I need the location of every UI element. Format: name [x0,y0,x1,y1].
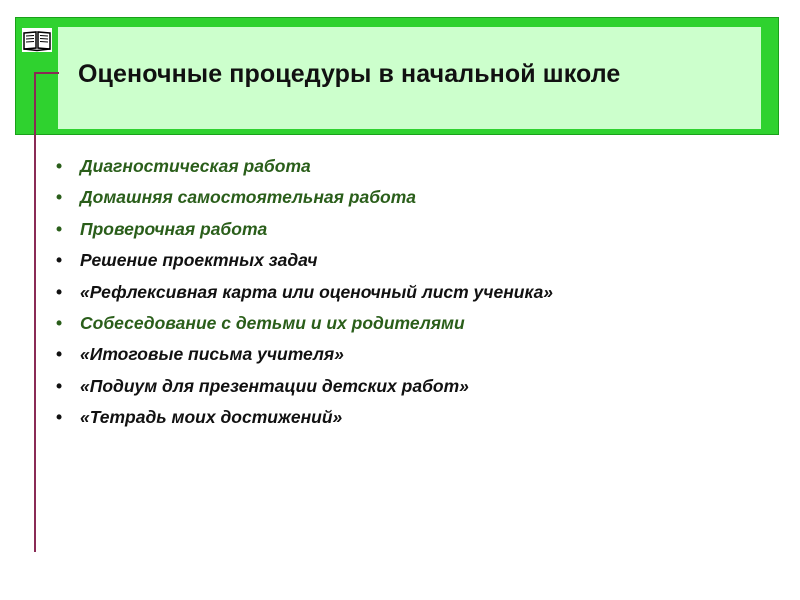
bullet-dot: • [56,218,63,239]
list-item-text: «Подиум для презентации детских работ» [80,375,469,396]
bullet-dot: • [56,344,63,365]
bullet-dot: • [56,187,63,208]
list-item-text: Решение проектных задач [80,250,318,271]
bullet-dot: • [56,250,63,271]
page-title: Оценочные процедуры в начальной школе [78,60,621,88]
list-item-text: «Тетрадь моих достижений» [80,407,343,428]
list-item-text: Диагностическая работа [80,156,311,176]
list-item-text: «Рефлексивная карта или оценочный лист ученика» [80,281,554,302]
accent-vertical-line [34,72,36,552]
bullet-dot: • [56,375,63,396]
list-item-text: Домашняя самостоятельная работа [80,187,417,208]
bullet-dot: • [56,312,63,333]
open-book-icon [22,28,52,52]
list-item-text: Проверочная работа [80,218,268,239]
list-item-text: Собеседование с детьми и их родителями [80,312,465,333]
accent-horizontal-line [34,72,59,74]
bullet-dot: • [56,407,63,428]
list-item-text: «Итоговые письма учителя» [80,344,344,365]
bullet-dot: • [56,281,63,302]
bullet-dot: • [56,156,63,176]
